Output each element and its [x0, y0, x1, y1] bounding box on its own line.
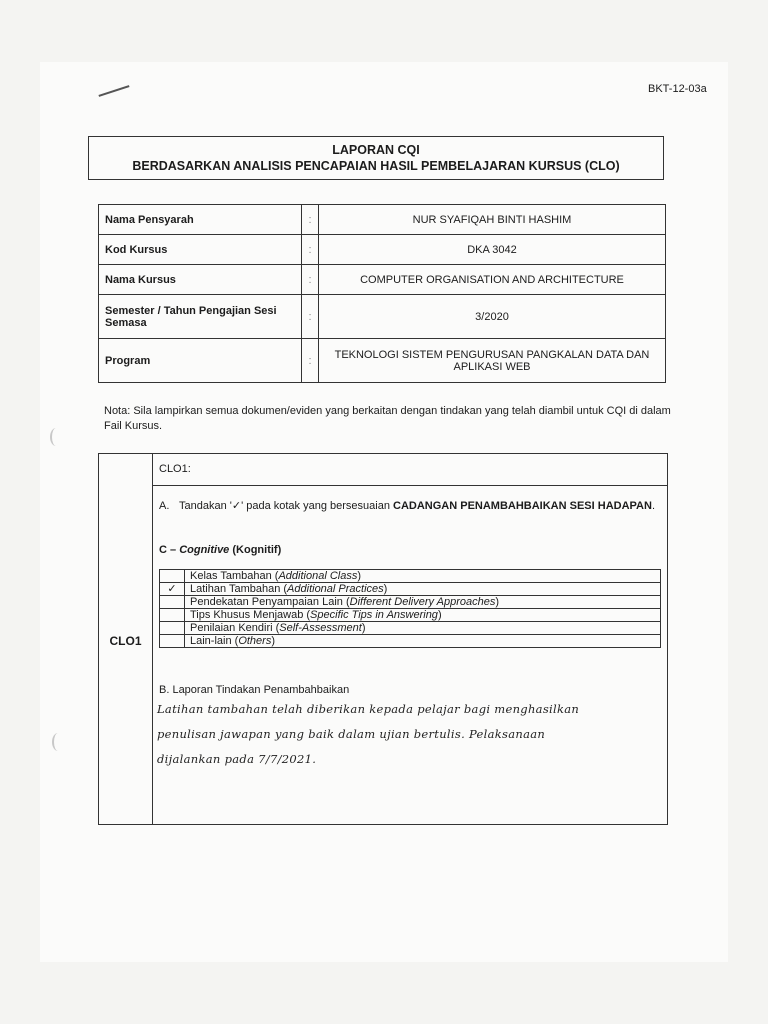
- info-label: Nama Pensyarah: [99, 205, 302, 235]
- option-row: [160, 622, 661, 635]
- option-row: [160, 570, 661, 583]
- info-separator: :: [302, 295, 319, 339]
- option-label-en: Specific Tips in Answering: [310, 609, 438, 621]
- option-label: [185, 583, 661, 596]
- option-label-ms: Pendekatan Penyampaian Lain (: [190, 596, 350, 608]
- option-checkbox[interactable]: ✓: [160, 583, 185, 596]
- option-checkbox[interactable]: [160, 622, 185, 635]
- handwritten-report-line: dijalankan pada 7/7/2021.: [157, 752, 317, 766]
- option-label-en: Self-Assessment: [279, 622, 362, 634]
- info-label: Semester / Tahun Pengajian Sesi Semasa: [99, 295, 302, 339]
- section-a-bold: CADANGAN PENAMBAHBAIKAN SESI HADAPAN: [393, 500, 652, 512]
- domain-prefix: C –: [159, 544, 180, 556]
- option-label: [185, 609, 661, 622]
- handwritten-report-line: penulisan jawapan yang baik dalam ujian bertulis. Pelaksanaan: [157, 727, 546, 741]
- course-info-table: [98, 204, 666, 383]
- option-row: [160, 596, 661, 609]
- option-label-close: ): [357, 570, 362, 582]
- section-a-end: .: [651, 500, 655, 512]
- punch-hole-mark: [50, 428, 62, 446]
- section-a-number: A.: [159, 500, 170, 512]
- info-separator: :: [302, 235, 319, 265]
- document-reference-code: BKT-12-03a: [648, 83, 707, 95]
- option-checkbox[interactable]: [160, 609, 185, 622]
- handwritten-report-line: Latihan tambahan telah diberikan kepada pelajar bagi menghasilkan: [157, 702, 580, 716]
- option-row: [160, 635, 661, 648]
- info-row-semester: [99, 295, 666, 339]
- info-label: Kod Kursus: [99, 235, 302, 265]
- info-label: Program: [99, 339, 302, 383]
- option-checkbox[interactable]: [160, 596, 185, 609]
- attachment-note: Nota: Sila lampirkan semua dokumen/eviden yang berkaitan dengan tindakan yang telah diambil untuk CQI di dalam Fail Kursus.: [104, 405, 671, 432]
- clo-side-label: CLO1: [109, 634, 142, 648]
- punch-hole-mark: [52, 733, 64, 751]
- domain-italic: Cognitive: [179, 544, 230, 556]
- info-value: NUR SYAFIQAH BINTI HASHIM: [319, 205, 666, 235]
- section-a-plain: Tandakan '✓' pada kotak yang bersesuaian: [179, 500, 394, 512]
- option-label-close: ): [383, 583, 388, 595]
- info-value: 3/2020: [319, 295, 666, 339]
- option-label-ms: Kelas Tambahan (: [190, 570, 279, 582]
- info-label: Nama Kursus: [99, 265, 302, 295]
- info-value: TEKNOLOGI SISTEM PENGURUSAN PANGKALAN DATA DAN APLIKASI WEB: [319, 339, 666, 383]
- option-label-ms: Lain-lain (: [190, 635, 239, 647]
- option-row: [160, 583, 661, 596]
- report-title-box: [88, 136, 664, 180]
- section-a-instruction: [159, 499, 655, 513]
- option-label: [185, 570, 661, 583]
- option-label: [185, 596, 661, 609]
- option-label-ms: Penilaian Kendiri (: [190, 622, 280, 634]
- info-row-program: [99, 339, 666, 383]
- option-label-en: Others: [238, 635, 272, 647]
- option-label-close: ): [361, 622, 366, 634]
- info-separator: :: [302, 265, 319, 295]
- clo-side-column: [99, 454, 153, 824]
- option-label: [185, 622, 661, 635]
- info-value: DKA 3042: [319, 235, 666, 265]
- improvement-options-table: [159, 569, 661, 648]
- info-separator: :: [302, 339, 319, 383]
- report-title-line1: LAPORAN CQI: [332, 143, 420, 157]
- option-checkbox[interactable]: [160, 635, 185, 648]
- info-row-lecturer: [99, 205, 666, 235]
- option-label-en: Different Delivery Approaches: [349, 596, 496, 608]
- option-label-en: Additional Practices: [287, 583, 384, 595]
- option-label-ms: Latihan Tambahan (: [190, 583, 288, 595]
- domain-suffix: (Kognitif): [229, 544, 282, 556]
- report-title-line2: BERDASARKAN ANALISIS PENCAPAIAN HASIL PEMBELAJARAN KURSUS (CLO): [132, 159, 620, 173]
- section-b-heading: B. Laporan Tindakan Penambahbaikan: [159, 684, 350, 696]
- option-checkbox[interactable]: [160, 570, 185, 583]
- info-separator: :: [302, 205, 319, 235]
- option-label-en: Additional Class: [278, 570, 358, 582]
- info-value: COMPUTER ORGANISATION AND ARCHITECTURE: [319, 265, 666, 295]
- clo-section: [98, 453, 668, 825]
- section-a-text: [179, 499, 655, 513]
- option-row: [160, 609, 661, 622]
- cognitive-domain-label: [159, 544, 281, 556]
- option-label-close: ): [495, 596, 500, 608]
- clo-header: CLO1:: [153, 454, 667, 486]
- option-label-close: ): [437, 609, 442, 621]
- info-row-course-code: [99, 235, 666, 265]
- info-row-course-name: [99, 265, 666, 295]
- option-label: [185, 635, 661, 648]
- option-label-ms: Tips Khusus Menjawab (: [190, 609, 311, 621]
- option-label-close: ): [271, 635, 275, 647]
